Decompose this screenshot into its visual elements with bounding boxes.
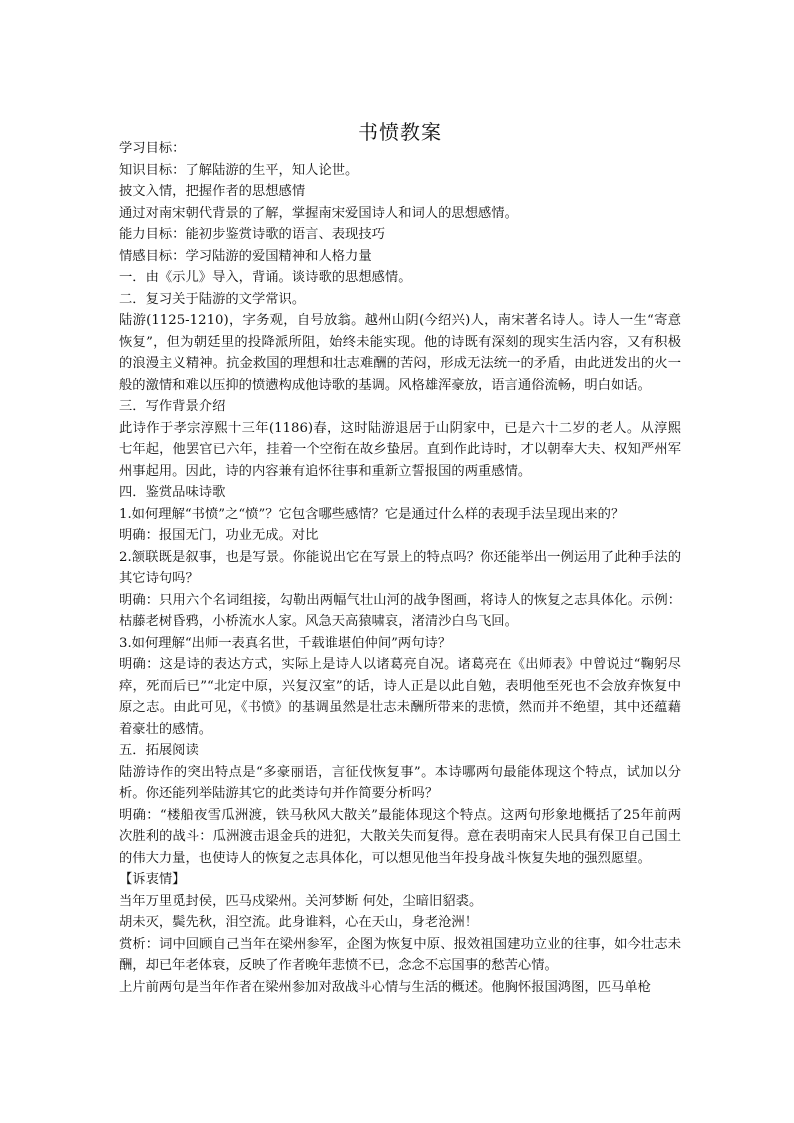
document-body — [119, 138, 681, 998]
section-heading-5: 五．拓展阅读 — [119, 743, 199, 758]
question-3: 3.如何理解“出师一表真名世，千载谁堪伯仲间”两句诗？ — [119, 635, 452, 651]
section-heading-2: 二．复习关于陆游的文学常识。 — [119, 291, 306, 307]
question-2: 2.颔联既是叙事，也是写景。你能说出它在写景上的特点吗？你还能举出一例运用了此种手法的其它诗句吗？ — [119, 549, 681, 586]
objective-line: 披文入情，把握作者的思想感情 — [119, 184, 306, 199]
answer-2: 明确：只用六个名词组接，勾勒出两幅气壮山河的战争图画，将诗人的恢复之志具体化。示例：枯藤老树昏鸦，小桥流水人家。风急天高猿啸哀，渚清沙白鸟飞回。 — [119, 592, 681, 629]
section-heading-4: 四．鉴赏品味诗歌 — [119, 485, 226, 500]
poem-line-2: 胡未灭，鬓先秋，泪空流。此身谁料，心在天山，身老沧洲！ — [119, 915, 479, 930]
extension-answer: 明确：“楼船夜雪瓜洲渡，铁马秋风大散关”最能体现这个特点。这两句形象地概括了25年前两次胜利的战斗：瓜洲渡击退金兵的进犯，大散关失而复得。意在表明南宋人民具有保卫自己国土的伟大力量，也使诗人的恢复之志具体化，可以想见他当年投身战斗恢复失地的强烈愿望。 — [119, 807, 681, 866]
background-paragraph: 此诗作于孝宗淳熙十三年(1186)春，这时陆游退居于山阴家中，已是六十二岁的老人。从淳熙七年起，他罢官已六年，挂着一个空衔在故乡蛰居。直到作此诗时，才以朝奉大夫、权知严州军州事起用。因此，诗的内容兼有追怀往事和重新立誓报国的两重感情。 — [119, 420, 681, 479]
section-heading-1: 一．由《示儿》导入，背诵。谈诗歌的思想感情。 — [119, 270, 412, 285]
section-heading-3: 三．写作背景介绍 — [119, 399, 226, 414]
emotion-objective: 情感目标：学习陆游的爱国精神和人格力量 — [119, 248, 372, 264]
poem-appreciation: 赏析：词中回顾自己当年在梁州参军，企图为恢复中原、报效祖国建功立业的往事，如今壮志未酬，却已年老体衰，反映了作者晚年悲愤不已，念念不忘国事的愁苦心情。 — [119, 936, 681, 973]
extension-question: 陆游诗作的突出特点是“多豪丽语，言征伐恢复事”。本诗哪两句最能体现这个特点，试加以分析。你还能列举陆游其它的此类诗句并作简要分析吗？ — [119, 764, 681, 801]
poem-title: 【诉衷情】 — [119, 872, 186, 887]
poem-analysis: 上片前两句是当年作者在梁州参加对敌战斗心情与生活的概述。他胸怀报国鸿图，匹马单枪 — [119, 979, 651, 995]
objectives-heading: 学习目标： — [119, 141, 186, 156]
document-title: 书愤教案 — [358, 120, 442, 145]
ability-objective: 能力目标：能初步鉴赏诗歌的语言、表现技巧 — [119, 227, 385, 242]
poem-line-1: 当年万里觅封侯，匹马戍梁州。关河梦断 何处，尘暗旧貂裘。 — [119, 893, 483, 909]
answer-1: 明确：报国无门，功业无成。对比 — [119, 528, 319, 543]
objective-line: 通过对南宋朝代背景的了解，掌握南宋爱国诗人和词人的思想感情。 — [119, 205, 518, 221]
lu-you-bio: 陆游(1125-1210)，字务观，自号放翁。越州山阴(今绍兴)人，南宋著名诗人。诗人一生“寄意恢复”，但为朝廷里的投降派所阻，始终未能实现。他的诗既有深刻的现实生活内容，又有积极的浪漫主义精神。抗金救国的理想和壮志难酬的苦闷，形成无法统一的矛盾，由此迸发出的火一般的激情和难以压抑的愤懑构成他诗歌的基调。风格雄浑豪放，语言通俗流畅，明白如话。 — [119, 313, 681, 393]
answer-3: 明确：这是诗的表达方式，实际上是诗人以诸葛亮自况。诸葛亮在《出师表》中曾说过“鞠躬尽瘁，死而后已”“北定中原，兴复汉室”的话，诗人正是以此自勉，表明他至死也不会放弃恢复中原之志。由此可见，《书愤》的基调虽然是壮志未酬所带来的悲愤，然而并不绝望，其中还蕴藉着豪壮的感情。 — [119, 657, 681, 737]
question-1: 1.如何理解“书愤”之“愤”？它包含哪些感情？它是通过什么样的表现手法呈现出来的？ — [119, 506, 625, 522]
knowledge-objective: 知识目标：了解陆游的生平，知人论世。 — [119, 162, 359, 178]
